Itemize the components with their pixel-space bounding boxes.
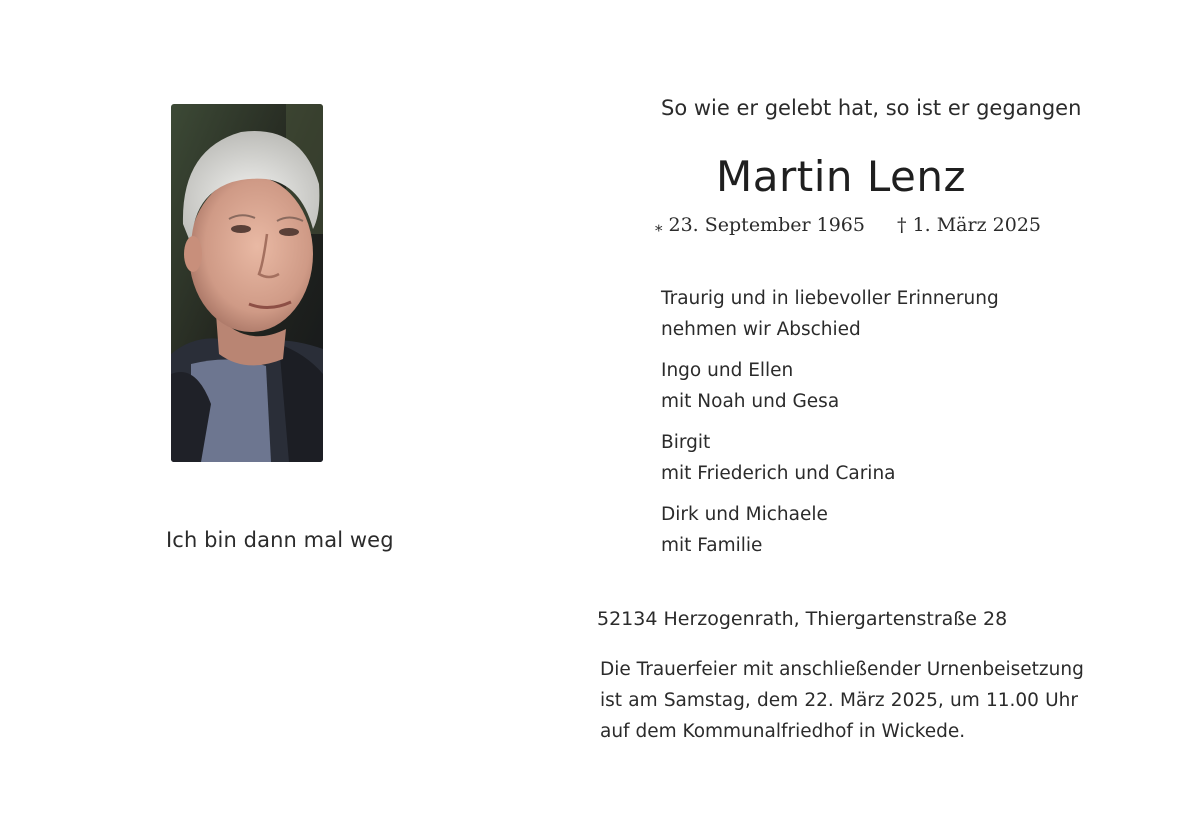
ceremony-notice <box>600 654 1084 747</box>
motto-text: Ich bin dann mal weg <box>166 528 394 552</box>
ceremony-line: auf dem Kommunalfriedhof in Wickede. <box>600 721 966 742</box>
mourner-line: Traurig und in liebevoller Erinnerung <box>661 288 999 309</box>
mourner-line: mit Friederich und Carina <box>661 463 896 484</box>
death-date: 1. März 2025 <box>912 214 1041 236</box>
portrait-photo <box>171 104 323 462</box>
birth-date: 23. September 1965 <box>668 214 865 236</box>
mourner-line: Birgit <box>661 432 711 453</box>
portrait-icon <box>171 104 323 462</box>
mourner-line: nehmen wir Abschied <box>661 319 861 340</box>
death-cross-icon: † <box>897 214 907 236</box>
mourner-line: Dirk und Michaele <box>661 504 828 525</box>
life-dates <box>655 214 1041 236</box>
mourner-group <box>661 499 999 561</box>
address-text: 52134 Herzogenrath, Thiergartenstraße 28 <box>597 608 1008 630</box>
quote-text: So wie er gelebt hat, so ist er gegangen <box>661 96 1082 120</box>
mourner-line: mit Noah und Gesa <box>661 391 840 412</box>
ceremony-line: ist am Samstag, dem 22. März 2025, um 11.00 Uhr <box>600 690 1078 711</box>
mourners-list <box>661 283 999 571</box>
mourner-group <box>661 355 999 417</box>
ceremony-line: Die Trauerfeier mit anschließender Urnenbeisetzung <box>600 659 1084 680</box>
mourner-line: Ingo und Ellen <box>661 360 794 381</box>
mourner-group <box>661 427 999 489</box>
deceased-name: Martin Lenz <box>716 152 967 201</box>
mourner-group <box>661 283 999 345</box>
birth-star-icon: ⁎ <box>655 217 663 235</box>
mourner-line: mit Familie <box>661 535 763 556</box>
